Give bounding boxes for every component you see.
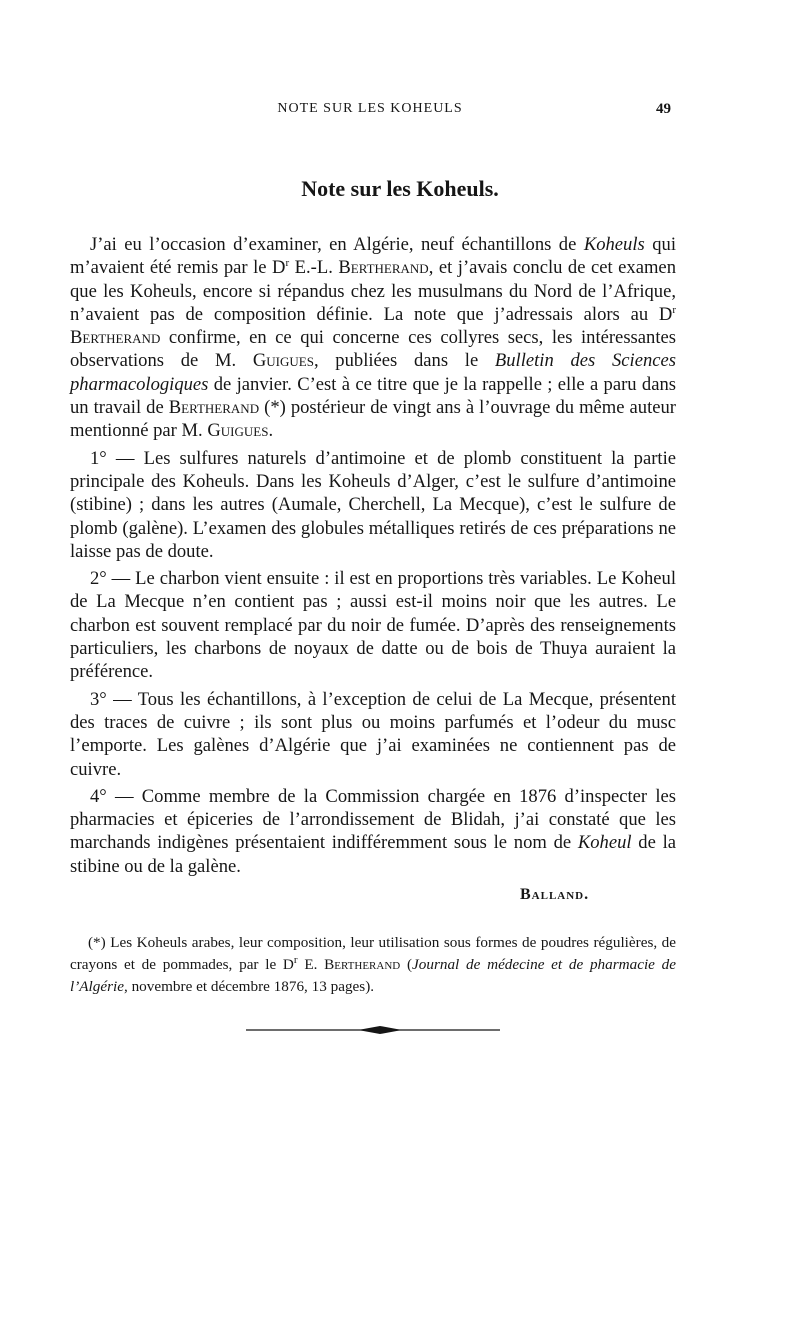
superscript: r [672,303,676,316]
point-1-paragraph: 1° — Les sulfures naturels d’antimoine et de plomb constituent la partie principale des Koheuls. Dans les Koheuls d’Alger, c’est le sulfure d’antimoine (stibine) ; dans les autres (Aumale, Cherchell, La Mecque), c’est le sulfure de plomb (galène). L’examen des globules métalliques retirés de ces préparations ne laisse pas de doute. [70,447,676,562]
author-name: Guigues [207,420,269,442]
text-run: , et j’avais conclu de cet examen que les Koheuls, encore si répandus chez les musulmans du Nord de l’Afrique, n’avaient pas de composition définie. La note que j’adressais alors au D [70,257,676,325]
text-run: (*) Les Koheuls arabes, leur composition, leur utilisation sous formes de poudres régulières, de crayons et de pommades, par le D [70,934,676,973]
point-3-paragraph: 3° — Tous les échantillons, à l’exception de celui de La Mecque, présentent des traces de cuivre ; ils sont plus ou moins parfumés et l’odeur du musc l’emporte. Les galènes d’Algérie que j’ai examinées ne contiennent pas de cuivre. [70,688,676,780]
text-run: E. [297,956,325,973]
italic-term: Koheul [577,832,632,854]
text-run: , novembre et décembre 1876, 13 pages). [123,978,375,995]
diamond-rule-ornament-icon [246,1023,500,1037]
text-run: 4° — Comme membre de la Commission chargée en 1876 d’inspecter les pharmacies et épiceries de l’arrondissement de Blidah, j’ai constaté que les marchands indigènes présentaient indifféremment sous le nom de [70,785,676,854]
italic-term: Koheuls [583,234,645,255]
article-title: Note sur les Koheuls. [301,176,499,201]
article-body [70,233,676,882]
text-run: , publiées dans le [313,350,495,372]
author-name: Bertherand [168,397,260,419]
text-run: . [268,420,274,442]
text-run: J’ai eu l’occasion d’examiner, en Algérie, neuf échantillons de [90,234,584,255]
intro-paragraph [70,233,676,443]
text-run: ( [400,956,413,973]
signature: Balland. [520,886,590,903]
author-name: Bertherand [338,257,429,279]
text-run: E.-L. [289,257,339,279]
text-run: confirme, en ce qui concerne ces collyres secs, les intéressantes observations de M. [70,327,676,372]
footnote [70,932,676,998]
author-name: Bertherand [324,956,401,973]
superscript: r [285,257,290,270]
italic-term: Bulletin des Sciences pharmacologiques [70,350,676,395]
text-run: de la stibine ou de la galène. [70,832,677,877]
author-name: Guigues [252,350,314,372]
text-run: de janvier. C’est à ce titre que je la rappelle ; elle a paru dans un travail de [70,373,676,419]
superscript: r [293,953,298,966]
point-4-paragraph [70,785,676,878]
page-number: 49 [656,101,671,117]
journal-title: Journal de médecine et de pharmacie de l’Algérie [70,956,676,995]
text-run: qui m’avaient été remis par le D [70,234,676,279]
author-name: Bertherand [70,327,161,349]
running-title: NOTE SUR LES KOHEULS [277,101,463,116]
text-run: (*) postérieur de vingt ans à l’ouvrage du même auteur mentionné par M. [70,397,676,442]
point-2-paragraph: 2° — Le charbon vient ensuite : il est en proportions très variables. Le Koheul de La Mecque n’en contient pas ; aussi est-il moins noir que les autres. Le charbon est souvent remplacé par du noir de fumée. D’après des renseignements particuliers, les charbons de noyaux de datte ou de bois de Thuya auraient la préférence. [70,568,676,683]
running-head [0,101,800,121]
